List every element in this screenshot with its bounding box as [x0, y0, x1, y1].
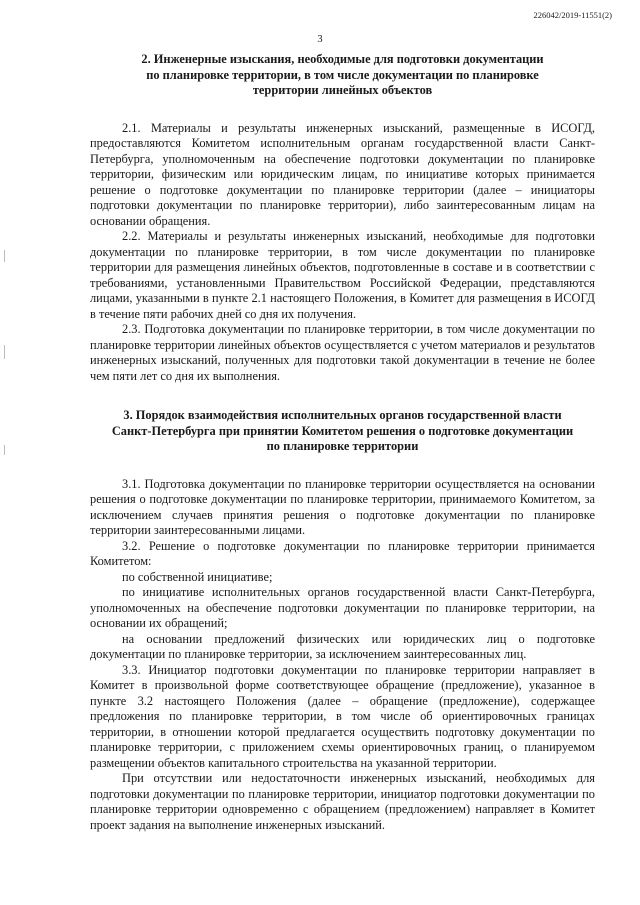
paragraph-2-3: 2.3. Подготовка документации по планировке территории, в том числе документации по планировке территории линейных объектов осуществляется с учетом материалов и результатов инженерных изысканий, полученных для подготовки такой документации в течение не более чем пяти лет со дня их выполнения.: [90, 322, 596, 383]
list-item: по инициативе исполнительных органов государственной власти Санкт-Петербурга, уполномоченных на обеспечение подготовки документации по планировке территории, на основании их обращений;: [90, 585, 595, 630]
section-title-line: 3. Порядок взаимодействия исполнительных органов государственной власти: [123, 408, 562, 422]
paragraph-3-3: 3.3. Инициатор подготовки документации по планировке территории направляет в Комитет в произвольной форме соответствующее обращение (предложение), указанное в пункте 3.2 настоящего Положения (далее – обращение (предложение), содержащее предложения по планировке территории, в том числе об ориентировочных границах территории, в отношении которой предлагается осуществить подготовку документации по планировке территории, с приложением схемы ориентировочных границ, о планируемом размещении объектов капитального строительства на указанной территории.: [90, 662, 595, 770]
scan-edge-mark: [4, 445, 5, 455]
section-title-line: территории линейных объектов: [252, 83, 433, 97]
document-number: 226042/2019-11551(2): [533, 10, 612, 20]
section-2-title: [90, 52, 595, 99]
paragraph-3-1: 3.1. Подготовка документации по планировке территории осуществляется на основании решения о подготовке документации по планировке территории, принимаемого Комитетом, за исключением случаев принятия решения о подготовке документации по планировке территории заинтересованными лицами.: [90, 476, 595, 537]
scan-edge-mark: [4, 250, 5, 262]
paragraph-3-3-note: При отсутствии или недостаточности инженерных изысканий, необходимых для подготовки документации по планировке территории, инициатор подготовки документации по планировке территории одновременно с обращением (предложением) направляет в Комитет проект задания на выполнение инженерных изысканий.: [90, 771, 595, 832]
list-item: на основании предложений физических или юридических лиц о подготовке документации по планировке территории, за исключением заинтересованных лиц.: [90, 631, 595, 661]
page-number: 3: [317, 34, 323, 45]
document-body: [90, 48, 595, 833]
list-item: по собственной инициативе;: [122, 569, 273, 584]
scan-edge-mark: [4, 345, 5, 359]
section-title-line: по планировке территории: [266, 439, 419, 453]
section-title-line: по планировке территории, в том числе документации по планировке: [146, 67, 539, 82]
paragraph-2-2: 2.2. Материалы и результаты инженерных изысканий, необходимые для подготовки документации по планировке территории, в том числе документации по планировке территории для размещения линейных объектов, подготовленные в составе и в соответствии с требованиями, установленными Правительством Российской Федерации, представляются лицами, указанными в пункте 2.1 настоящего Положения, в Комитет для размещения в ИСОГД в течение пяти рабочих дней со дня их получения.: [90, 229, 595, 321]
section-title-line: 2. Инженерные изыскания, необходимые для подготовки документации: [141, 52, 544, 66]
section-3-title: [90, 408, 595, 455]
section-title-line: Санкт-Петербурга при принятии Комитетом решения о подготовке документации: [111, 423, 574, 438]
paragraph-2-1: 2.1. Материалы и результаты инженерных изысканий, размещенные в ИСОГД, предоставляются Комитетом исполнительным органам государственной власти Санкт-Петербурга, уполномоченным на обеспечение подготовки документации по планировке территории, физическим или юридическим лицам, по инициативе которых принимается решение о подготовке документации по планировке территории (далее – инициаторы подготовки документации по планировке территории), либо заинтересованным лицам на основании обращения.: [90, 120, 595, 228]
paragraph-3-2: 3.2. Решение о подготовке документации по планировке территории принимается Комитетом:: [90, 538, 595, 568]
